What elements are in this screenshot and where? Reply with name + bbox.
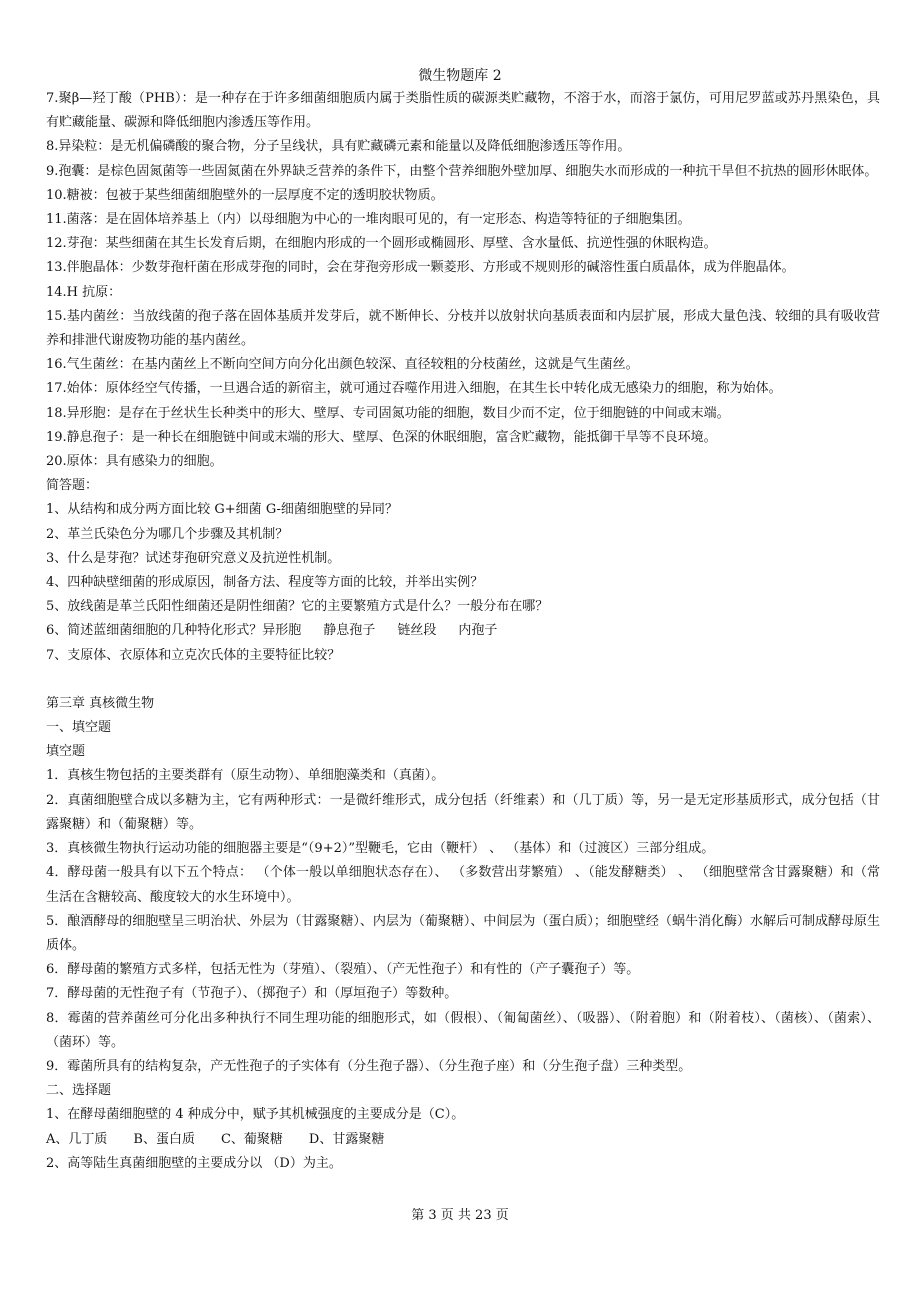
- choice-option: C、葡聚糖: [220, 1131, 283, 1147]
- choice-question: 2、高等陆生真菌细胞壁的主要成分以 （D）为主。: [46, 1155, 342, 1171]
- document-title: 微生物题库 2: [418, 68, 502, 84]
- section-heading: 一、填空题: [46, 720, 112, 736]
- choice-options: [46, 1128, 880, 1152]
- question-item: [46, 619, 880, 643]
- definition-item: 19.静息孢子：是一种长在细胞链中间或末端的形大、壁厚、色深的休眠细胞，富含贮藏物，能抵御干旱等不良环境。: [46, 429, 717, 445]
- page-footer: 第 3 页 共 23 页: [411, 1208, 509, 1223]
- definition-item: 14.H 抗原：: [46, 284, 122, 300]
- definition-item: 9.孢囊：是棕色固氮菌等一些固氮菌在外界缺乏营养的条件下，由整个营养细胞外壁加厚、细胞失水而形成的一种抗干旱但不抗热的圆形休眠体。: [46, 163, 878, 179]
- fill-blank-item: 2．真菌细胞壁合成以多糖为主，它有两种形式：一是微纤维形式，成分包括（纤维素）和（几丁质）等，另一是无定形基质形式，成分包括（甘露聚糖）和（葡聚糖）等。: [46, 792, 880, 832]
- question-subitem: 内孢子: [458, 623, 498, 639]
- fill-blank-item: 7．酵母菌的无性孢子有（节孢子）、（掷孢子）和（厚垣孢子）等数种。: [46, 986, 458, 1002]
- choice-option: D、甘露聚糖: [308, 1131, 385, 1147]
- fill-blank-item: 8．霉菌的营养菌丝可分化出多种执行不同生理功能的细胞形式，如（假根）、（匍匐菌丝）、（吸器）、（附着胞）和（附着枝）、（菌核）、（菌索）、（菌环）等。: [46, 1010, 880, 1050]
- document-body: [46, 87, 880, 1176]
- definition-item: 7.聚β—羟丁酸（PHB）：是一种存在于许多细菌细胞质内属于类脂性质的碳源类贮藏物，不溶于水，而溶于氯仿，可用尼罗蓝或苏丹黑染色，具有贮藏能量、碳源和降低细胞内渗透压等作用。: [46, 91, 880, 131]
- definition-item: 18.异形胞：是存在于丝状生长种类中的形大、壁厚、专司固氮功能的细胞，数目少而不定，位于细胞链的中间或末端。: [46, 405, 730, 421]
- question-subitem: 异形胞: [262, 623, 302, 639]
- definition-item: 12.芽孢：某些细菌在其生长发育后期，在细胞内形成的一个圆形或椭圆形、厚壁、含水量低、抗逆性强的休眠构造。: [46, 236, 717, 252]
- definition-item: 13.伴胞晶体：少数芽孢杆菌在形成芽孢的同时，会在芽孢旁形成一颗菱形、方形或不规则形的碱溶性蛋白质晶体，成为伴胞晶体。: [46, 260, 795, 276]
- fill-blank-item: 3．真核微生物执行运动功能的细胞器主要是“（9+2）”型鞭毛，它由（鞭杆） 、 （基体）和（过渡区）三部分组成。: [46, 841, 715, 857]
- question-subitem: 链丝段: [397, 623, 437, 639]
- question-text: 6、简述蓝细菌细胞的几种特化形式？: [46, 623, 263, 639]
- question-item: 4、四种缺壁细菌的形成原因，制备方法、程度等方面的比较，并举出实例？: [46, 575, 484, 591]
- question-item: 3、什么是芽孢？试述芽孢研究意义及抗逆性机制。: [46, 550, 341, 566]
- section-heading: 二、选择题: [46, 1083, 112, 1099]
- spacer: [46, 668, 880, 692]
- short-answer-heading: 简答题：: [46, 478, 99, 494]
- definition-item: 16.气生菌丝：在基内菌丝上不断向空间方向分化出颜色较深、直径较粗的分枝菌丝，这就是气生菌丝。: [46, 357, 639, 373]
- question-item: 5、放线菌是革兰氏阳性细菌还是阴性细菌？它的主要繁殖方式是什么？一般分布在哪？: [46, 599, 549, 615]
- fill-blank-item: 1．真核生物包括的主要类群有（原生动物）、单细胞藻类和（真菌）。: [46, 768, 445, 784]
- chapter-heading: 第三章 真核微生物: [46, 695, 155, 711]
- definition-item: 8.异染粒：是无机偏磷酸的聚合物，分子呈线状，具有贮藏磷元素和能量以及降低细胞渗透压等作用。: [46, 139, 631, 155]
- question-item: 1、从结构和成分两方面比较 G+细菌 G-细菌细胞壁的异同？: [46, 502, 398, 518]
- definition-item: 17.始体：原体经空气传播，一旦遇合适的新宿主，就可通过吞噬作用进入细胞，在其生长中转化成无感染力的细胞，称为始体。: [46, 381, 782, 397]
- fill-blank-item: 9．霉菌所具有的结构复杂，产无性孢子的子实体有（分生孢子器）、（分生孢子座）和（分生孢子盘）三种类型。: [46, 1058, 692, 1074]
- question-subitem: 静息孢子: [323, 623, 376, 639]
- choice-option: A、几丁质: [46, 1131, 108, 1147]
- fill-blank-item: 4．酵母菌一般具有以下五个特点： （个体一般以单细胞状态存在）、 （多数营出芽繁殖） 、（能发酵糖类） 、 （细胞壁常含甘露聚糖）和（常生活在含糖较高、酸度较大的水生环境中）。: [46, 865, 880, 905]
- fill-blank-item: 5．酿酒酵母的细胞壁呈三明治状、外层为（甘露聚糖）、内层为（葡聚糖）、中间层为（蛋白质）；细胞壁经（蜗牛消化酶）水解后可制成酵母原生质体。: [46, 913, 880, 953]
- choice-option: B、蛋白质: [133, 1131, 195, 1147]
- section-subheading: 填空题: [46, 744, 86, 760]
- question-item: 2、革兰氏染色分为哪几个步骤及其机制？: [46, 526, 289, 542]
- definition-item: 10.糖被：包被于某些细菌细胞壁外的一层厚度不定的透明胶状物质。: [46, 187, 444, 203]
- fill-blank-item: 6．酵母菌的繁殖方式多样，包括无性为（芽殖）、（裂殖）、（产无性孢子）和有性的（产子囊孢子）等。: [46, 962, 640, 978]
- definition-item: 20.原体：具有感染力的细胞。: [46, 454, 223, 470]
- definition-item: 11.菌落：是在固体培养基上（内）以母细胞为中心的一堆肉眼可见的，有一定形态、构造等特征的子细胞集团。: [46, 212, 691, 228]
- definition-item: 15.基内菌丝：当放线菌的孢子落在固体基质并发芽后，就不断伸长、分枝并以放射状向基质表面和内层扩展，形成大量色浅、较细的具有吸收营养和排泄代谢废物功能的基内菌丝。: [46, 308, 880, 349]
- question-item: 7、支原体、衣原体和立克次氏体的主要特征比较？: [46, 647, 341, 663]
- choice-question: 1、在酵母菌细胞壁的 4 种成分中，赋予其机械强度的主要成分是（C）。: [46, 1107, 465, 1123]
